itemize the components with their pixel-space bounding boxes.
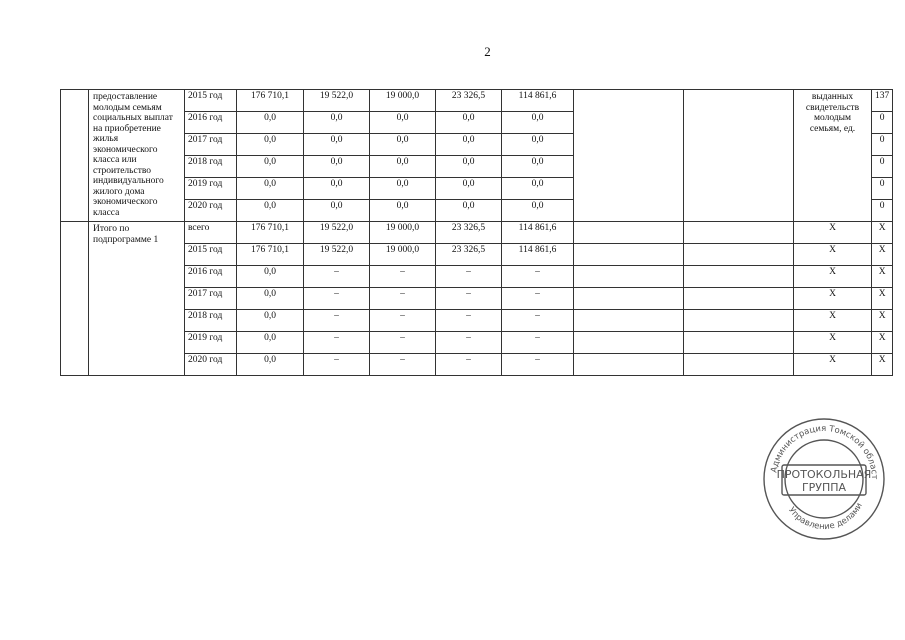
budget-cell-3: 0,0 xyxy=(436,178,502,200)
budget-cell-3: 23 326,5 xyxy=(436,222,502,244)
empty-column-cell xyxy=(684,310,794,332)
year-cell: 2019 год xyxy=(185,178,237,200)
target-value-cell: Х xyxy=(872,222,893,244)
budget-cell-4: – xyxy=(502,332,574,354)
target-value-cell: 0 xyxy=(872,200,893,222)
budget-cell-4: 0,0 xyxy=(502,112,574,134)
budget-cell-1: 0,0 xyxy=(304,112,370,134)
budget-cell-3: 0,0 xyxy=(436,112,502,134)
year-cell: 2015 год xyxy=(185,90,237,112)
target-value-cell: 0 xyxy=(872,178,893,200)
total-cell: 0,0 xyxy=(237,332,304,354)
budget-cell-4: 114 861,6 xyxy=(502,244,574,266)
target-value-cell: 0 xyxy=(872,112,893,134)
budget-cell-3: 23 326,5 xyxy=(436,244,502,266)
budget-cell-4: 114 861,6 xyxy=(502,90,574,112)
budget-cell-4: 0,0 xyxy=(502,178,574,200)
year-cell: 2018 год xyxy=(185,156,237,178)
empty-column-cell xyxy=(574,266,684,288)
program-table xyxy=(60,89,893,376)
budget-cell-2: 0,0 xyxy=(370,112,436,134)
table-row xyxy=(61,332,893,354)
table-row xyxy=(61,222,893,244)
budget-cell-1: 0,0 xyxy=(304,178,370,200)
total-cell: 0,0 xyxy=(237,266,304,288)
budget-cell-1: 0,0 xyxy=(304,156,370,178)
table-row xyxy=(61,90,893,112)
year-cell: 2019 год xyxy=(185,332,237,354)
budget-cell-2: – xyxy=(370,332,436,354)
indicator-cell: Х xyxy=(794,222,872,244)
table-row xyxy=(61,310,893,332)
total-cell: 0,0 xyxy=(237,310,304,332)
stamp-graphic xyxy=(760,415,888,543)
indicator-cell: Х xyxy=(794,354,872,376)
table-row xyxy=(61,244,893,266)
budget-cell-3: – xyxy=(436,354,502,376)
target-value-cell: Х xyxy=(872,310,893,332)
budget-cell-4: 0,0 xyxy=(502,156,574,178)
budget-cell-3: – xyxy=(436,310,502,332)
total-cell: 176 710,1 xyxy=(237,244,304,266)
budget-cell-4: 0,0 xyxy=(502,200,574,222)
budget-cell-3: 0,0 xyxy=(436,134,502,156)
budget-cell-1: 0,0 xyxy=(304,200,370,222)
budget-cell-4: – xyxy=(502,266,574,288)
year-cell: 2020 год xyxy=(185,354,237,376)
indicator-cell: Х xyxy=(794,288,872,310)
budget-cell-1: – xyxy=(304,266,370,288)
empty-column-cell xyxy=(684,244,794,266)
table-row xyxy=(61,288,893,310)
empty-column-cell xyxy=(684,288,794,310)
empty-column-cell xyxy=(574,310,684,332)
budget-cell-2: 0,0 xyxy=(370,156,436,178)
budget-cell-1: 19 522,0 xyxy=(304,222,370,244)
target-value-cell: Х xyxy=(872,288,893,310)
budget-cell-2: 19 000,0 xyxy=(370,244,436,266)
section-name: Итого по подпрограмме 1 xyxy=(89,222,185,376)
indicator-cell: выданных свидетельств молодым семьям, ед. xyxy=(794,90,872,222)
budget-cell-2: – xyxy=(370,310,436,332)
budget-cell-3: 23 326,5 xyxy=(436,90,502,112)
target-value-cell: 0 xyxy=(872,156,893,178)
target-value-cell: Х xyxy=(872,266,893,288)
total-cell: 0,0 xyxy=(237,288,304,310)
target-value-cell: 137 xyxy=(872,90,893,112)
stamp-center-line1: ПРОТОКОЛЬНАЯ xyxy=(776,468,872,481)
total-cell: 0,0 xyxy=(237,200,304,222)
total-cell: 176 710,1 xyxy=(237,90,304,112)
page-number: 2 xyxy=(484,44,491,59)
empty-column-cell xyxy=(684,90,794,222)
empty-column-cell xyxy=(574,222,684,244)
total-cell: 0,0 xyxy=(237,178,304,200)
budget-cell-4: – xyxy=(502,310,574,332)
budget-cell-1: 19 522,0 xyxy=(304,90,370,112)
target-value-cell: Х xyxy=(872,244,893,266)
empty-column-cell xyxy=(684,222,794,244)
empty-column-cell xyxy=(574,288,684,310)
indicator-cell: Х xyxy=(794,266,872,288)
row-number-cell xyxy=(61,90,89,222)
budget-cell-1: 19 522,0 xyxy=(304,244,370,266)
budget-cell-1: – xyxy=(304,288,370,310)
budget-cell-3: – xyxy=(436,332,502,354)
budget-cell-1: 0,0 xyxy=(304,134,370,156)
year-cell: 2017 год xyxy=(185,134,237,156)
year-cell: 2018 год xyxy=(185,310,237,332)
budget-cell-3: – xyxy=(436,288,502,310)
empty-column-cell xyxy=(574,90,684,222)
indicator-cell: Х xyxy=(794,332,872,354)
budget-cell-4: 114 861,6 xyxy=(502,222,574,244)
year-cell: 2016 год xyxy=(185,112,237,134)
target-value-cell: 0 xyxy=(872,134,893,156)
budget-cell-4: – xyxy=(502,354,574,376)
total-cell: 0,0 xyxy=(237,354,304,376)
stamp-seal xyxy=(760,415,888,543)
budget-cell-1: – xyxy=(304,354,370,376)
year-cell: 2015 год xyxy=(185,244,237,266)
budget-cell-3: 0,0 xyxy=(436,156,502,178)
budget-cell-2: 0,0 xyxy=(370,178,436,200)
total-cell: 0,0 xyxy=(237,112,304,134)
total-cell: 0,0 xyxy=(237,156,304,178)
budget-cell-1: – xyxy=(304,332,370,354)
empty-column-cell xyxy=(684,332,794,354)
target-value-cell: Х xyxy=(872,354,893,376)
section-name: предоставление молодым семьям социальных выплат на приобретение жилья экономического класса или строительство индивидуального жилого дома экономического класса xyxy=(89,90,185,222)
year-cell: 2020 год xyxy=(185,200,237,222)
indicator-cell: Х xyxy=(794,244,872,266)
budget-cell-4: 0,0 xyxy=(502,134,574,156)
empty-column-cell xyxy=(574,354,684,376)
budget-cell-2: 19 000,0 xyxy=(370,222,436,244)
empty-column-cell xyxy=(574,332,684,354)
budget-cell-2: 0,0 xyxy=(370,134,436,156)
budget-cell-2: – xyxy=(370,288,436,310)
target-value-cell: Х xyxy=(872,332,893,354)
empty-column-cell xyxy=(574,244,684,266)
table-row xyxy=(61,354,893,376)
empty-column-cell xyxy=(684,266,794,288)
empty-column-cell xyxy=(684,354,794,376)
indicator-cell: Х xyxy=(794,310,872,332)
budget-cell-1: – xyxy=(304,310,370,332)
budget-cell-2: – xyxy=(370,266,436,288)
year-cell: 2017 год xyxy=(185,288,237,310)
year-cell: всего xyxy=(185,222,237,244)
stamp-bottom-text: Управление делами xyxy=(786,501,865,533)
stamp-center-line2: ГРУППА xyxy=(801,481,847,494)
row-number-cell xyxy=(61,222,89,376)
year-cell: 2016 год xyxy=(185,266,237,288)
stamp-outer-text: Администрация Томской област xyxy=(769,423,880,480)
budget-cell-3: – xyxy=(436,266,502,288)
table-row xyxy=(61,266,893,288)
budget-cell-3: 0,0 xyxy=(436,200,502,222)
budget-cell-2: 0,0 xyxy=(370,200,436,222)
budget-cell-4: – xyxy=(502,288,574,310)
total-cell: 176 710,1 xyxy=(237,222,304,244)
budget-cell-2: – xyxy=(370,354,436,376)
budget-cell-2: 19 000,0 xyxy=(370,90,436,112)
total-cell: 0,0 xyxy=(237,134,304,156)
